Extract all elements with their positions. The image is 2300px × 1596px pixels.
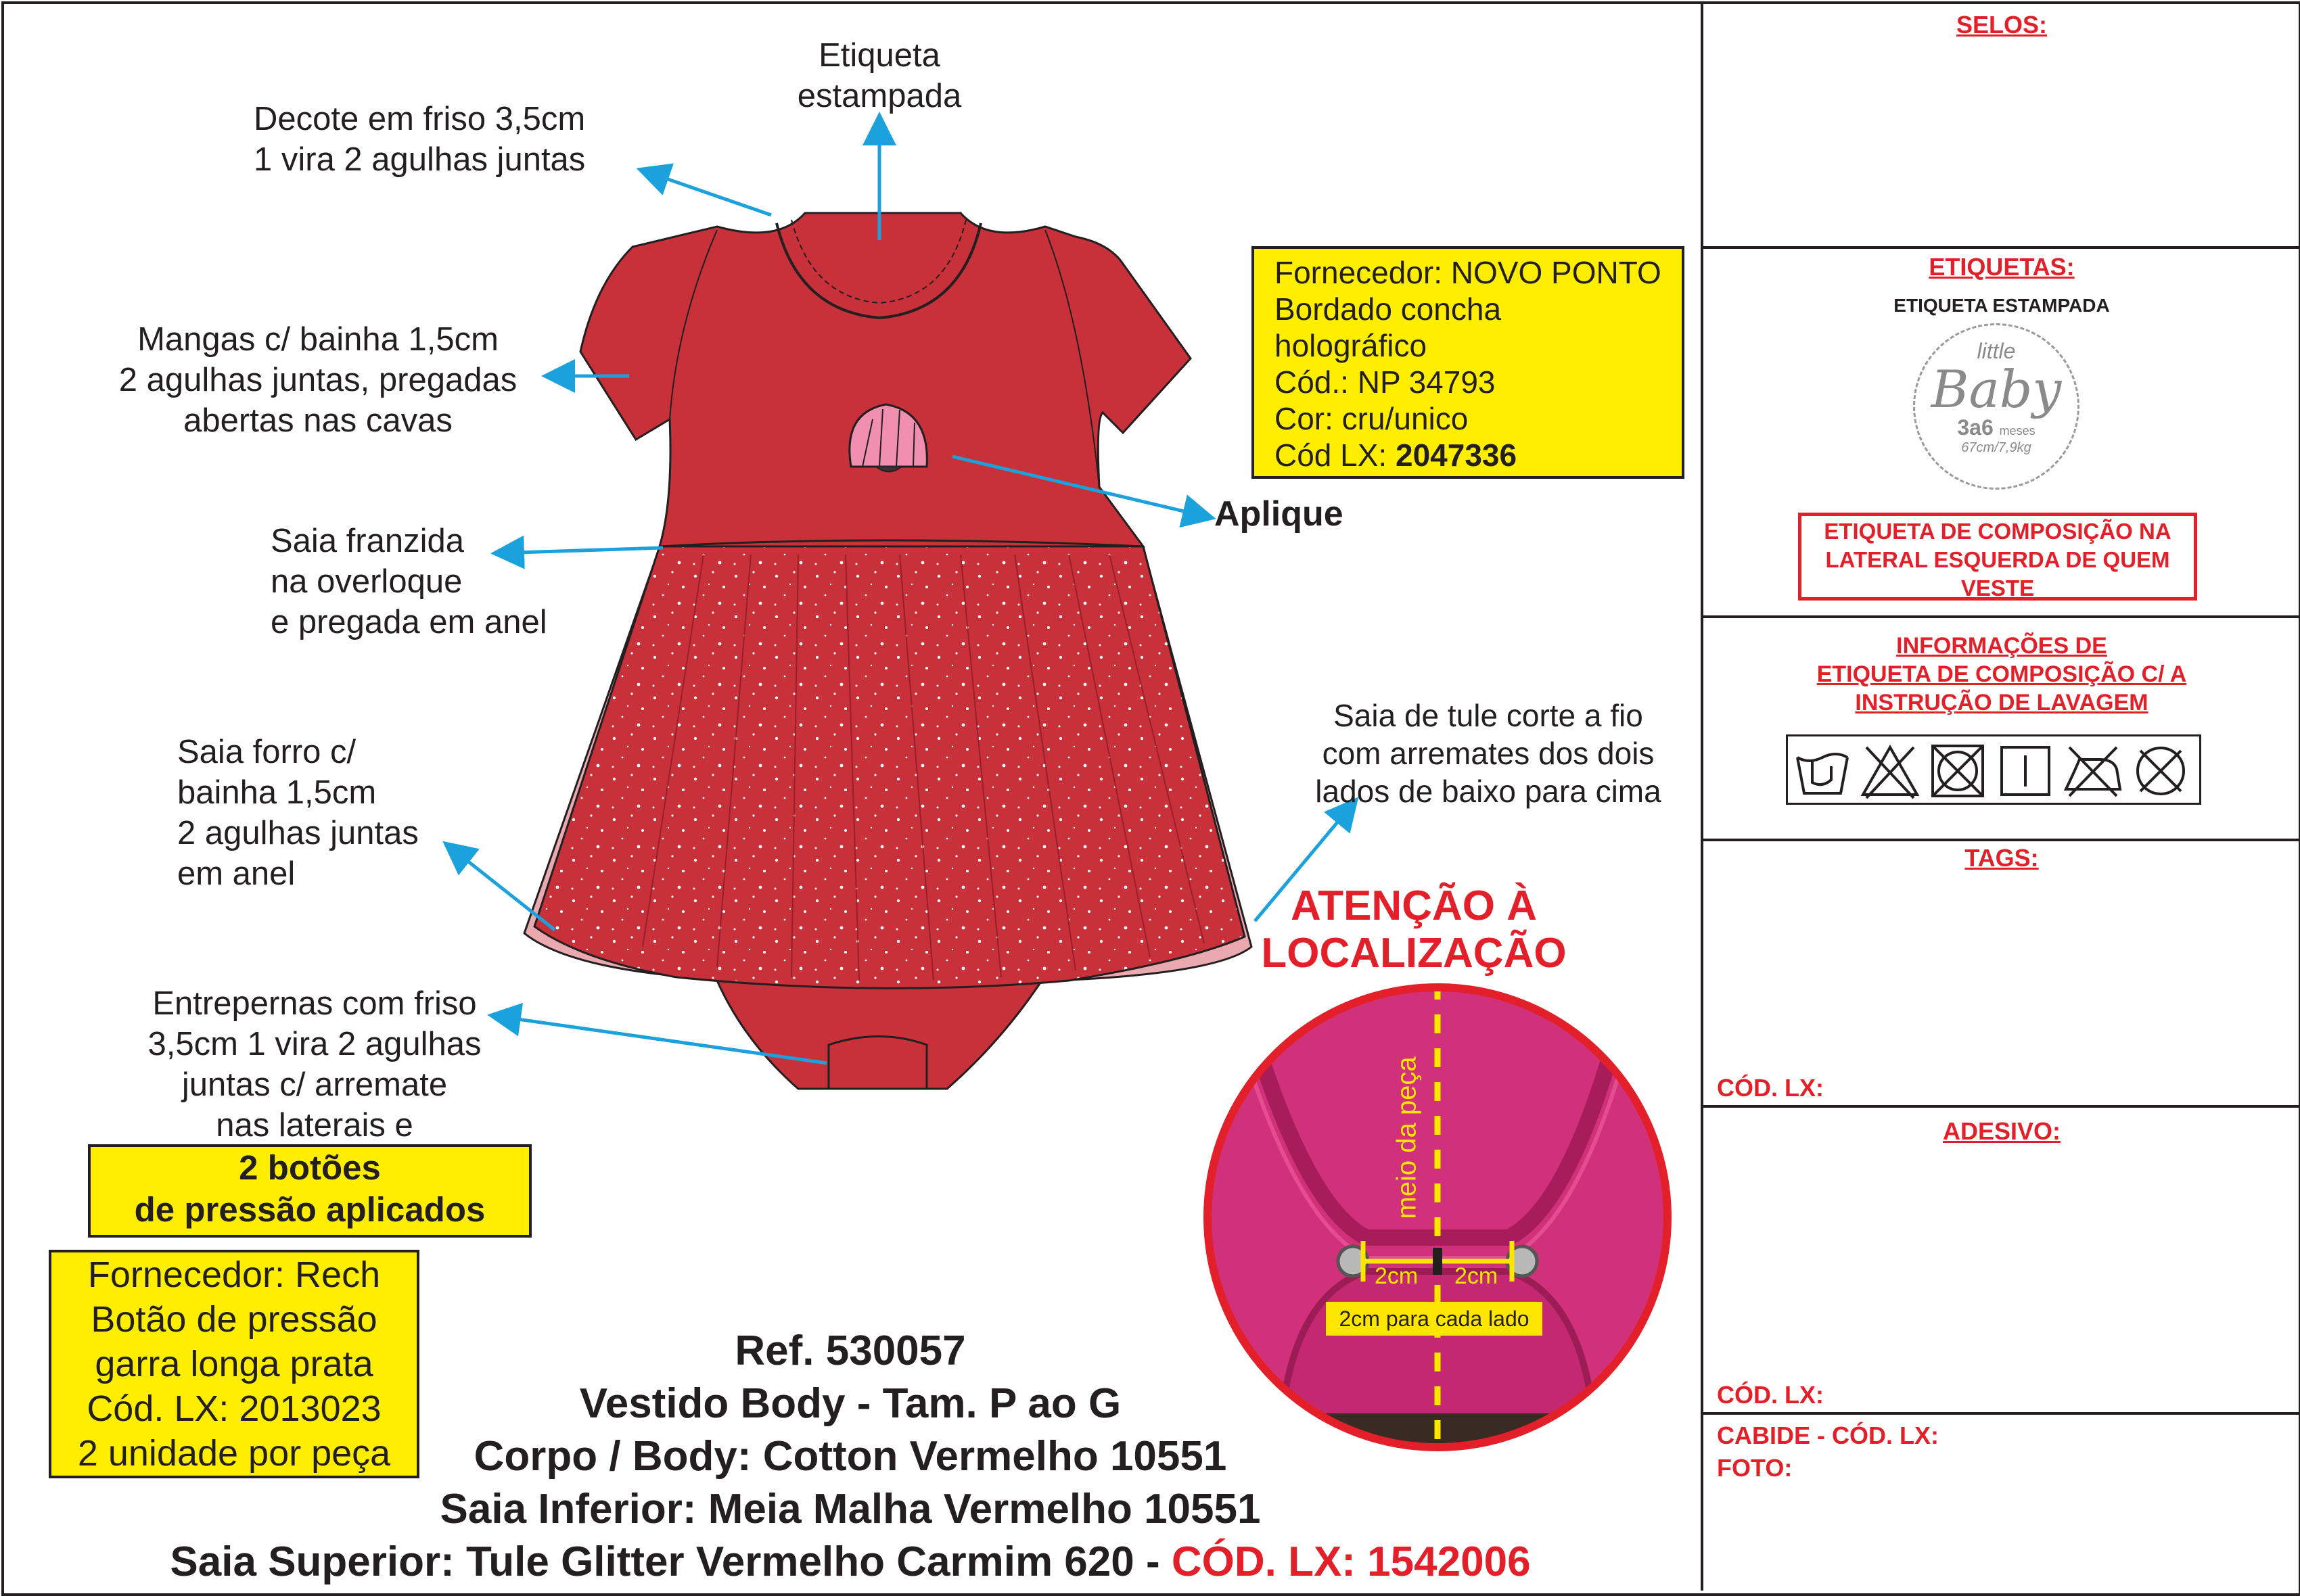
note-aplique: Aplique [1214, 494, 1343, 534]
logo-dims: 67cm/7,9kg [1961, 440, 2031, 455]
adesivo-cod-lx: CÓD. LX: [1717, 1381, 1824, 1409]
note-line: Mangas c/ bainha 1,5cm [137, 321, 499, 358]
care-symbols-row [1786, 734, 2201, 805]
box-line: Cód.: NP 34793 [1274, 365, 1496, 400]
box-line: de pressão aplicados [134, 1190, 486, 1229]
note-line: 2 agulhas juntas, pregadas [118, 362, 518, 398]
box-line: holográfico [1274, 328, 1427, 363]
note-line: com arremates dos dois [1322, 736, 1655, 771]
etiqueta-estampada-label: ETIQUETA ESTAMPADA [1893, 295, 2110, 316]
body-bottom [717, 981, 1042, 1089]
cod-lx-label: Cód LX: [1274, 438, 1396, 473]
cabide-cod-lx: CABIDE - CÓD. LX: [1717, 1422, 1939, 1449]
note-line: juntas c/ arremate [181, 1066, 448, 1103]
note-etiqueta-estampada [764, 35, 994, 116]
line-dry-icon [1995, 741, 2056, 801]
no-tumble-dry-icon [1927, 741, 1988, 801]
tulle-skirt [534, 546, 1245, 988]
box-line: garra longa prata [95, 1344, 373, 1384]
measure-caption: 2cm para cada lado [1326, 1302, 1542, 1336]
section-etiquetas [1703, 249, 2300, 618]
note-saia-forro [177, 732, 495, 894]
section-informacoes [1703, 618, 2300, 841]
atencao-heading [1238, 883, 1590, 977]
note-line: estampada [797, 78, 962, 114]
logo-size: 3a6 [1957, 415, 1994, 440]
note-line: 1 vira 2 agulhas juntas [254, 141, 586, 178]
note-line: Etiqueta [819, 37, 940, 74]
ref-product: Vestido Body - Tam. P ao G [579, 1380, 1122, 1427]
box-line: Fornecedor: Rech [87, 1254, 381, 1295]
note-line: Entrepernas com friso [152, 985, 477, 1022]
little-baby-label-logo [1913, 323, 2079, 490]
ref-saia-superior [0, 1538, 1701, 1586]
hand-wash-icon [1792, 741, 1853, 801]
selos-title: SELOS: [1956, 11, 2047, 39]
note-line: na overloque [271, 563, 463, 600]
note-line: e pregada em anel [271, 604, 547, 640]
note-line: em anel [177, 855, 296, 892]
no-dry-clean-icon [2130, 741, 2191, 801]
box-line: Cor: cru/unico [1274, 401, 1469, 436]
ref-corpo: Corpo / Body: Cotton Vermelho 10551 [474, 1433, 1227, 1480]
no-bleach-icon [1860, 741, 1920, 801]
box-line: VESTE [1960, 576, 2035, 601]
note-decote [254, 99, 673, 180]
tags-title: TAGS: [1964, 844, 2039, 872]
box-line: ETIQUETA DE COMPOSIÇÃO NA [1824, 519, 2171, 544]
box-line: Cód. LX: 2013023 [87, 1388, 382, 1429]
section-tags [1703, 841, 2300, 1108]
box-line: 2 unidade por peça [77, 1433, 391, 1474]
ref-saia-superior-text: Saia Superior: Tule Glitter Vermelho Carmim 620 - [170, 1539, 1172, 1585]
section-cabide [1703, 1415, 2300, 1591]
title-line: INFORMAÇÕES DE [1896, 633, 2107, 659]
section-selos [1703, 1, 2300, 249]
note-line: 2 agulhas juntas [177, 815, 419, 851]
title-line: INSTRUÇÃO DE LAVAGEM [1855, 690, 2148, 715]
box-line: 2 botões [239, 1148, 381, 1187]
box-line [1274, 437, 1682, 473]
box-line: Botão de pressão [91, 1299, 377, 1340]
informacoes-title [1703, 632, 2300, 717]
right-measure: 2cm [1454, 1263, 1498, 1289]
left-measure: 2cm [1375, 1263, 1419, 1289]
ref-cod-lx: CÓD. LX: 1542006 [1171, 1539, 1531, 1585]
box-line: Fornecedor: NOVO PONTO [1274, 255, 1661, 290]
note-line: Saia de tule corte a fio [1333, 698, 1643, 733]
ref-saia-inferior: Saia Inferior: Meia Malha Vermelho 10551 [440, 1486, 1261, 1532]
ref-number: Ref. 530057 [735, 1328, 966, 1374]
box-line: Bordado concha [1274, 291, 1502, 327]
note-line: nas laterais e [216, 1107, 413, 1144]
logo-size-unit: meses [1999, 424, 2036, 438]
composicao-box [1798, 513, 2197, 601]
adesivo-title: ADESIVO: [1942, 1117, 2061, 1145]
box-line: LATERAL ESQUERDA DE QUEM [1825, 547, 2170, 572]
spec-panel [1701, 1, 2300, 1591]
bodice [580, 213, 1191, 546]
botoes-box [88, 1144, 532, 1238]
cod-lx-value: 2047336 [1396, 438, 1517, 473]
note-entrepernas [101, 983, 528, 1146]
no-iron-icon [2063, 741, 2123, 801]
note-line: lados de baixo para cima [1315, 774, 1661, 809]
note-saia-franzida [271, 521, 622, 642]
note-mangas [88, 319, 548, 441]
etiquetas-title: ETIQUETAS: [1929, 253, 2075, 281]
note-line: 3,5cm 1 vira 2 agulhas [147, 1026, 482, 1062]
note-line: abertas nas cavas [183, 402, 453, 439]
center-label: meio da peça [1392, 1056, 1422, 1219]
fornecedor-novo-box [1251, 246, 1684, 479]
heading-line: LOCALIZAÇÃO [1261, 930, 1567, 977]
section-adesivo [1703, 1108, 2300, 1415]
logo-word-little: little [1977, 339, 2016, 363]
heading-line: ATENÇÃO À [1291, 883, 1537, 929]
note-line: bainha 1,5cm [177, 774, 377, 811]
note-line: Decote em friso 3,5cm [254, 101, 586, 137]
note-saia-tule [1279, 697, 1698, 810]
title-line: ETIQUETA DE COMPOSIÇÃO C/ A [1816, 661, 2187, 687]
foto-label: FOTO: [1717, 1454, 1793, 1482]
tags-cod-lx: CÓD. LX: [1717, 1074, 1824, 1102]
note-line: Saia forro c/ [177, 734, 356, 770]
logo-word-baby: Baby [1931, 359, 2062, 419]
note-line: Saia franzida [271, 523, 465, 559]
